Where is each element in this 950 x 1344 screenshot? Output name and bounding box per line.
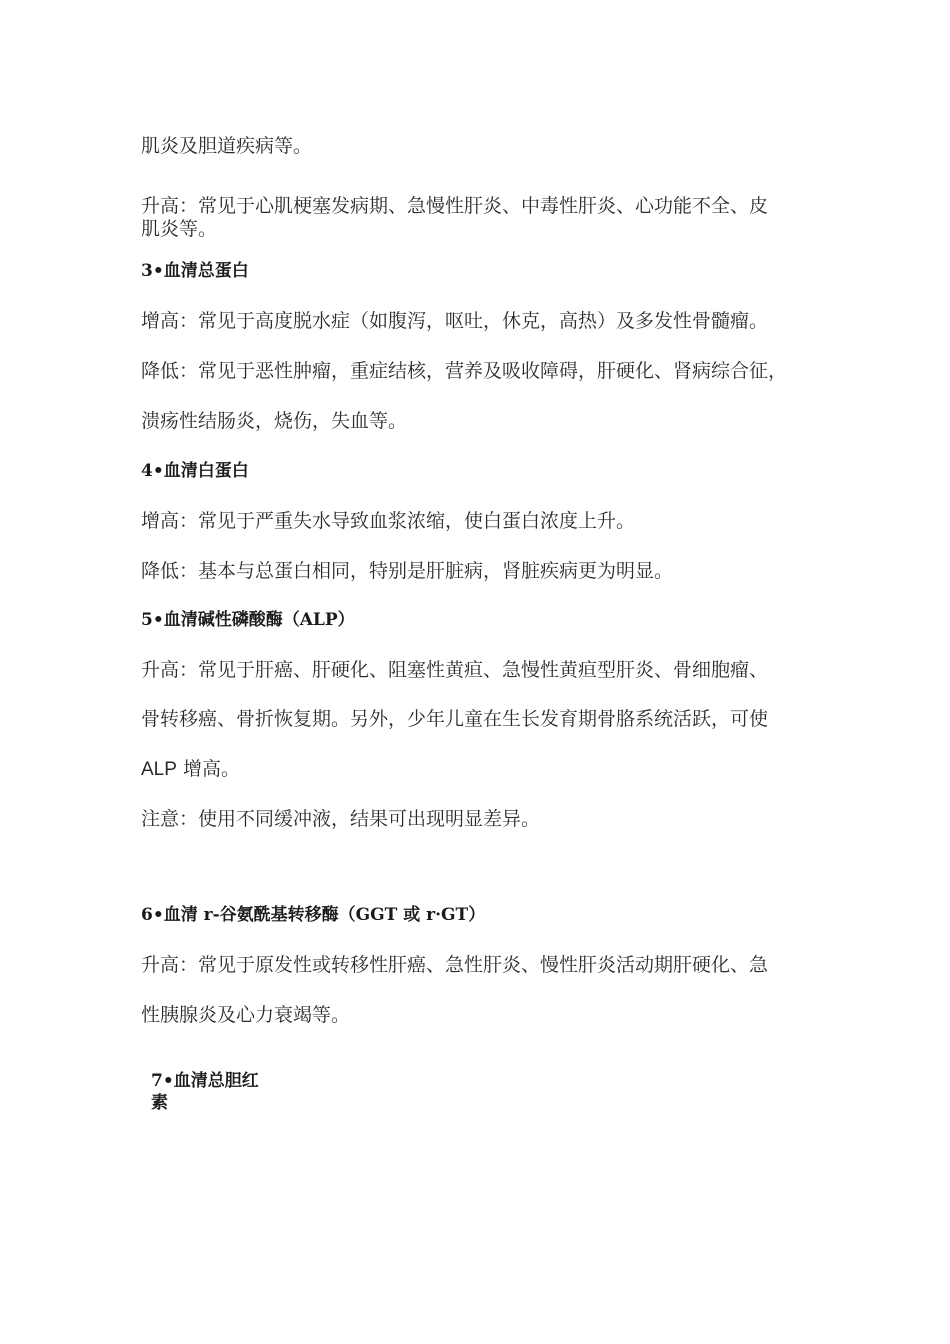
heading-line: 素 [151,1093,168,1113]
section-heading-4: 4•血清白蛋白 [141,461,249,481]
paragraph-line: 增高：常见于严重失水导致血浆浓缩，使白蛋白浓度上升。 [141,510,636,532]
paragraph-line: 性胰腺炎及心力衰竭等。 [141,1004,351,1026]
paragraph-line: 增高：常见于高度脱水症（如腹泻，呕吐，休克，高热）及多发性骨髓瘤。 [141,310,769,332]
paragraph-line [141,757,240,782]
paragraph-line: 升高：常见于肝癌、肝硬化、阻塞性黄疸、急慢性黄疸型肝炎、骨细胞瘤、 [141,659,769,681]
section-heading-6: 6•血清 r-谷氨酰基转移酶（GGT 或 r·GT） [141,905,486,925]
section-heading-5: 5•血清碱性磷酸酶（ALP） [141,610,355,630]
section-heading-7 [151,1070,281,1114]
paragraph-line: 升高：常见于心肌梗塞发病期、急慢性肝炎、中毒性肝炎、心功能不全、皮 [141,195,769,217]
paragraph-line: 骨转移癌、骨折恢复期。另外，少年儿童在生长发育期骨胳系统活跃，可使 [141,708,769,730]
paragraph-line: 肌炎等。 [141,218,218,240]
abbreviation-alp: ALP [141,759,177,780]
section-heading-3: 3•血清总蛋白 [141,261,249,281]
paragraph-line: 溃疡性结肠炎，烧伤，失血等。 [141,410,408,432]
paragraph-line: 升高：常见于原发性或转移性肝癌、急性肝炎、慢性肝炎活动期肝硬化、急 [141,954,769,976]
paragraph-line: 肌炎及胆道疾病等。 [141,135,313,157]
heading-line: 7•血清总胆红 [151,1071,259,1091]
paragraph-line: 降低：基本与总蛋白相同，特别是肝脏病，肾脏疾病更为明显。 [141,560,674,582]
paragraph-text: 增高。 [176,758,240,780]
paragraph-line: 注意：使用不同缓冲液，结果可出现明显差异。 [141,808,541,830]
paragraph-line: 降低：常见于恶性肿瘤，重症结核，营养及吸收障碍，肝硬化、肾病综合征， [141,360,788,382]
